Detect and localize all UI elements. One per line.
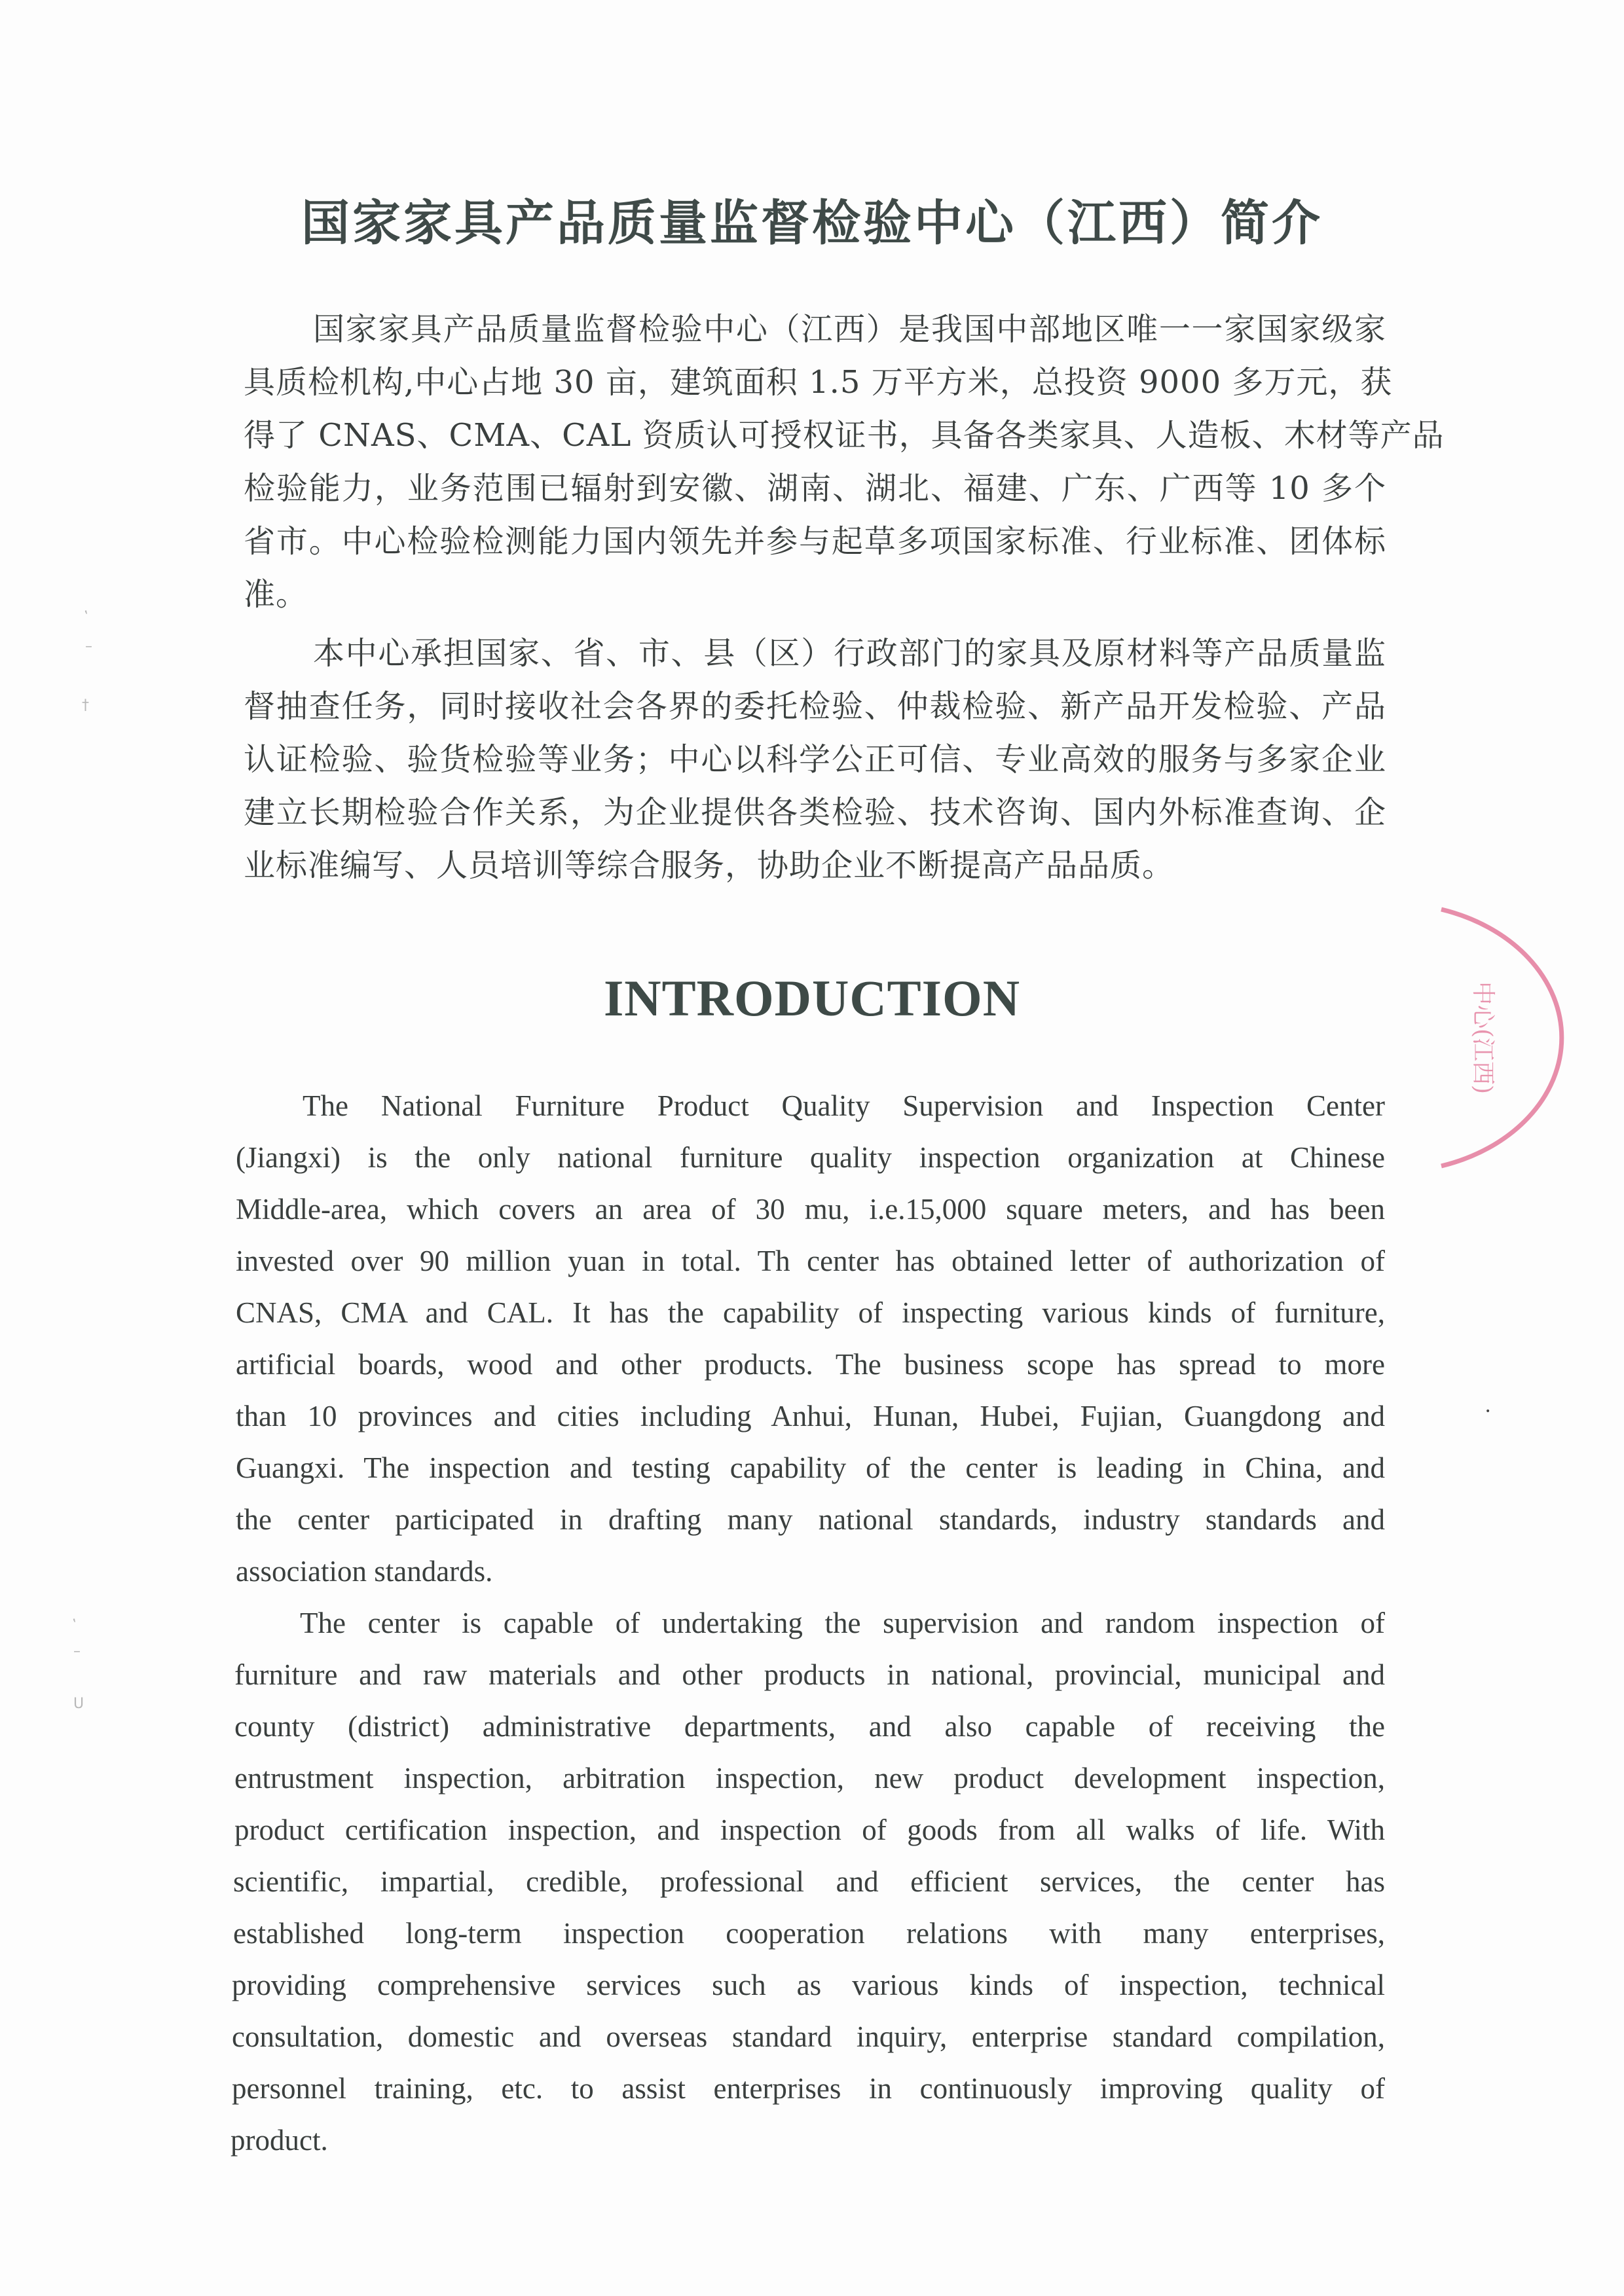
text-line: county (district) administrative departments, and also capable of receiving the [234, 1710, 1385, 1743]
text-line: 建立长期检验合作关系，为企业提供各类检验、技术咨询、国内外标准查询、企 [244, 794, 1386, 831]
text-line: product. [231, 2124, 328, 2157]
text-line: 准。 [244, 576, 308, 613]
text-line: 督抽查任务，同时接收社会各界的委托检验、仲裁检验、新产品开发检验、产品 [244, 688, 1386, 725]
page-title-chinese: 国家家具产品质量监督检验中心（江西）简介 [301, 195, 1323, 251]
text-line: artificial boards, wood and other products. The business scope has spread to more [236, 1348, 1385, 1381]
text-line: The center is capable of undertaking the supervision and random inspection of [300, 1607, 1385, 1639]
text-line: consultation, domestic and overseas standard inquiry, enterprise standard compilation, [232, 2020, 1385, 2053]
seal-ring [1441, 909, 1562, 1166]
scan-speck: – [85, 638, 92, 655]
scan-speck: U [73, 1696, 84, 1712]
text-line: The National Furniture Product Quality Supervision and Inspection Center [303, 1089, 1385, 1122]
text-line: 省市。中心检验检测能力国内领先并参与起草多项国家标准、行业标准、团体标 [244, 523, 1386, 560]
text-line: 检验能力，业务范围已辐射到安徽、湖南、湖北、福建、广东、广西等 10 多个 [244, 470, 1386, 507]
text-line: 认证检验、验货检验等业务；中心以科学公正可信、专业高效的服务与多家企业 [244, 741, 1386, 778]
text-line: Middle-area, which covers an area of 30 mu, i.e.15,000 square meters, and has been [236, 1193, 1385, 1226]
text-line: 国家家具产品质量监督检验中心（江西）是我国中部地区唯一一家国家级家 [313, 311, 1386, 348]
text-line: entrustment inspection, arbitration inspection, new product development inspection, [234, 1762, 1385, 1795]
scan-speck: † [82, 697, 89, 714]
text-line: 本中心承担国家、省、市、县（区）行政部门的家具及原材料等产品质量监 [313, 635, 1386, 672]
text-line: product certification inspection, and inspection of goods from all walks of life. With [234, 1813, 1385, 1846]
seal-text: 中心(江西) [1469, 981, 1496, 1095]
text-line: 得了 CNAS、CMA、CAL 资质认可授权证书，具备各类家具、人造板、木材等产品 [244, 417, 1445, 454]
scan-speck: ‛ [72, 1617, 77, 1633]
scan-speck: ‛ [84, 609, 88, 625]
text-line: scientific, impartial, credible, professional and efficient services, the center has [233, 1865, 1385, 1898]
text-line: the center participated in drafting many national standards, industry standards and [236, 1503, 1385, 1536]
text-line: CNAS, CMA and CAL. It has the capability of inspecting various kinds of furniture, [236, 1296, 1385, 1329]
text-line: association standards. [236, 1555, 493, 1588]
text-line: providing comprehensive services such as various kinds of inspection, technical [232, 1969, 1385, 2001]
scan-speck: – [73, 1643, 81, 1660]
text-line: than 10 provinces and cities including Anhui, Hunan, Hubei, Fujian, Guangdong and [236, 1400, 1385, 1432]
official-seal-stamp [1437, 907, 1575, 1169]
text-line: invested over 90 million yuan in total. Th center has obtained letter of authorization of [236, 1245, 1385, 1277]
text-line: personnel training, etc. to assist enterprises in continuously improving quality of [232, 2072, 1385, 2105]
text-line: (Jiangxi) is the only national furniture quality inspection organization at Chinese [236, 1141, 1385, 1174]
text-line: 具质检机构,中心占地 30 亩，建筑面积 1.5 万平方米，总投资 9000 多万元，获 [244, 364, 1393, 401]
text-line: Guangxi. The inspection and testing capability of the center is leading in China, and [236, 1451, 1385, 1484]
text-line: 业标准编写、人员培训等综合服务，协助企业不断提高产品品质。 [244, 847, 1175, 884]
text-line: furniture and raw materials and other products in national, provincial, municipal and [234, 1658, 1385, 1691]
scan-speck: • [1485, 1406, 1491, 1417]
section-heading-introduction: INTRODUCTION [603, 970, 1021, 1027]
text-line: established long-term inspection cooperation relations with many enterprises, [233, 1917, 1385, 1950]
